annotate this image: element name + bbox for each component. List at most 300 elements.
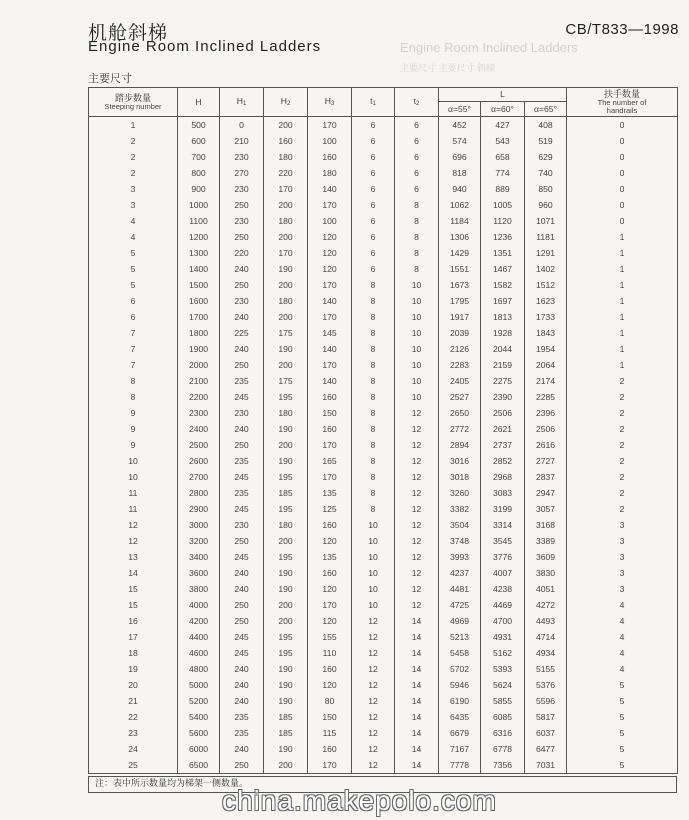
table-cell: 4 [89,213,178,229]
header-steps [89,88,178,117]
table-cell: 2 [567,501,678,517]
header-steps-en: Steeping number [104,101,162,111]
table-cell: 1697 [481,293,525,309]
table-cell: 2159 [481,357,525,373]
header-t2-sub: 2 [416,101,420,107]
table-cell: 8 [352,357,395,373]
table-cell: 3314 [481,517,525,533]
table-cell: 170 [308,597,352,613]
table-cell: 658 [481,149,525,165]
table-cell: 4272 [525,597,567,613]
table-row [89,469,678,485]
table-cell: 12 [395,565,439,581]
table-row [89,629,678,645]
table-cell: 0 [567,133,678,149]
table-cell: 13 [89,549,178,565]
table-cell: 0 [567,197,678,213]
table-cell: 190 [264,453,308,469]
header-H3-sub: 3 [330,101,335,107]
header-L-55: α=55° [439,102,481,117]
table-cell: 0 [567,117,678,134]
table-cell: 4237 [439,565,481,581]
table-cell: 120 [308,245,352,261]
table-cell: 190 [264,677,308,693]
table-cell: 12 [395,533,439,549]
table-cell: 3545 [481,533,525,549]
table-cell: 6190 [439,693,481,709]
table-cell: 1000 [178,197,220,213]
table-cell: 240 [220,421,264,437]
table-cell: 240 [220,261,264,277]
table-cell: 160 [264,133,308,149]
table-cell: 80 [308,693,352,709]
table-cell: 2621 [481,421,525,437]
table-cell: 1551 [439,261,481,277]
table-cell: 2 [567,485,678,501]
table-row [89,341,678,357]
table-cell: 230 [220,213,264,229]
table-cell: 3083 [481,485,525,501]
table-cell: 8 [395,261,439,277]
table-cell: 17 [89,629,178,645]
header-handrails-en2: handrails [606,105,638,115]
table-cell: 1236 [481,229,525,245]
table-cell: 12 [352,629,395,645]
table-row [89,533,678,549]
table-cell: 240 [220,565,264,581]
table-cell: 7167 [439,741,481,757]
table-cell: 14 [395,613,439,629]
table-cell: 5 [567,725,678,741]
table-cell: 3057 [525,501,567,517]
table-cell: 110 [308,645,352,661]
table-cell: 235 [220,709,264,725]
header-H3-label: H [324,96,331,106]
header-t1 [352,88,395,117]
table-cell: 225 [220,325,264,341]
table-cell: 180 [264,517,308,533]
table-cell: 1733 [525,309,567,325]
table-cell: 200 [264,437,308,453]
header-handrails [567,88,678,117]
table-cell: 200 [264,309,308,325]
table-cell: 4 [567,645,678,661]
table-cell: 3199 [481,501,525,517]
table-cell: 15 [89,597,178,613]
table-cell: 4051 [525,581,567,597]
table-cell: 2700 [178,469,220,485]
table-cell: 200 [264,229,308,245]
table-cell: 7031 [525,757,567,774]
table-cell: 11 [89,485,178,501]
table-cell: 170 [308,437,352,453]
table-cell: 9 [89,421,178,437]
table-row [89,149,678,165]
table-cell: 5000 [178,677,220,693]
table-cell: 4800 [178,661,220,677]
table-cell: 5155 [525,661,567,677]
table-cell: 250 [220,277,264,293]
table-row [89,197,678,213]
ghost-line-2: 主要尺寸 主要尺寸 斜梯 [400,63,496,73]
table-cell: 2405 [439,373,481,389]
table-cell: 2 [567,373,678,389]
table-cell: 10 [352,517,395,533]
dimensions-table [88,87,678,774]
table-cell: 12 [352,709,395,725]
table-cell: 6 [395,117,439,134]
table-cell: 135 [308,485,352,501]
table-cell: 20 [89,677,178,693]
table-cell: 10 [89,453,178,469]
table-cell: 1512 [525,277,567,293]
header-handrails-en1: The number of [597,98,647,107]
table-cell: 245 [220,549,264,565]
table-cell: 10 [352,565,395,581]
table-cell: 15 [89,581,178,597]
table-cell: 3382 [439,501,481,517]
table-cell: 25 [89,757,178,774]
table-cell: 195 [264,645,308,661]
table-cell: 240 [220,661,264,677]
table-cell: 170 [308,197,352,213]
table-cell: 2852 [481,453,525,469]
table-cell: 1184 [439,213,481,229]
table-cell: 8 [352,469,395,485]
table-cell: 2737 [481,437,525,453]
table-cell: 3830 [525,565,567,581]
table-cell: 180 [308,165,352,181]
table-cell: 7 [89,341,178,357]
table-cell: 155 [308,629,352,645]
table-cell: 7356 [481,757,525,774]
table-cell: 180 [264,293,308,309]
table-cell: 8 [352,421,395,437]
table-cell: 850 [525,181,567,197]
table-cell: 12 [395,421,439,437]
table-cell: 14 [395,645,439,661]
table-cell: 250 [220,437,264,453]
table-cell: 2968 [481,469,525,485]
table-cell: 3 [567,517,678,533]
table-cell: 800 [178,165,220,181]
header-t2 [395,88,439,117]
table-cell: 6435 [439,709,481,725]
table-cell: 1 [567,229,678,245]
table-cell: 14 [395,741,439,757]
table-cell: 2039 [439,325,481,341]
table-cell: 3504 [439,517,481,533]
table-cell: 6 [352,165,395,181]
table-cell: 10 [395,277,439,293]
header-H [178,88,220,117]
table-row [89,245,678,261]
header-H1-sub: 1 [242,101,247,107]
table-cell: 1 [89,117,178,134]
table-cell: 8 [352,389,395,405]
table-cell: 889 [481,181,525,197]
table-cell: 140 [308,373,352,389]
table-cell: 2200 [178,389,220,405]
table-cell: 160 [308,389,352,405]
table-row [89,229,678,245]
table-cell: 1200 [178,229,220,245]
table-cell: 11 [89,501,178,517]
table-cell: 3168 [525,517,567,533]
table-cell: 12 [395,405,439,421]
table-cell: 2390 [481,389,525,405]
table-cell: 3400 [178,549,220,565]
standard-number: CB/T833—1998 [565,21,679,38]
table-cell: 10 [352,581,395,597]
table-cell: 6 [352,213,395,229]
table-cell: 4600 [178,645,220,661]
table-cell: 2800 [178,485,220,501]
table-cell: 940 [439,181,481,197]
table-cell: 235 [220,373,264,389]
table-cell: 1500 [178,277,220,293]
table-cell: 4 [89,229,178,245]
table-cell: 4493 [525,613,567,629]
table-cell: 185 [264,485,308,501]
table-cell: 200 [264,757,308,774]
table-cell: 3 [567,581,678,597]
table-cell: 230 [220,149,264,165]
table-cell: 250 [220,613,264,629]
table-cell: 5 [567,709,678,725]
table-cell: 1071 [525,213,567,229]
table-cell: 5702 [439,661,481,677]
table-cell: 22 [89,709,178,725]
table-cell: 6 [352,245,395,261]
table-cell: 115 [308,725,352,741]
table-cell: 6 [395,165,439,181]
table-cell: 1900 [178,341,220,357]
table-cell: 2275 [481,373,525,389]
table-cell: 140 [308,341,352,357]
table-cell: 175 [264,373,308,389]
header-H1-label: H [236,96,243,106]
table-cell: 6037 [525,725,567,741]
table-row [89,581,678,597]
table-cell: 2506 [481,405,525,421]
header-H2 [264,88,308,117]
table-cell: 250 [220,533,264,549]
table-cell: 8 [352,309,395,325]
table-cell: 4469 [481,597,525,613]
table-cell: 3 [89,181,178,197]
table-cell: 452 [439,117,481,134]
table-cell: 185 [264,725,308,741]
table-cell: 12 [395,549,439,565]
table-cell: 2727 [525,453,567,469]
table-cell: 10 [352,549,395,565]
table-cell: 519 [525,133,567,149]
table-cell: 120 [308,229,352,245]
table-cell: 120 [308,581,352,597]
table-row [89,309,678,325]
faint-background-text [400,38,689,78]
table-cell: 4007 [481,565,525,581]
table-cell: 6500 [178,757,220,774]
table-cell: 1623 [525,293,567,309]
table-row [89,693,678,709]
table-cell: 195 [264,629,308,645]
table-cell: 5946 [439,677,481,693]
table-cell: 200 [264,117,308,134]
table-cell: 2506 [525,421,567,437]
table-row [89,741,678,757]
table-cell: 543 [481,133,525,149]
table-cell: 170 [308,309,352,325]
table-cell: 6 [89,309,178,325]
table-cell: 160 [308,565,352,581]
table-cell: 774 [481,165,525,181]
table-cell: 8 [352,405,395,421]
table-cell: 12 [395,453,439,469]
table-cell: 3016 [439,453,481,469]
page-title-english: Engine Room Inclined Ladders [88,38,322,55]
table-cell: 230 [220,517,264,533]
table-cell: 120 [308,533,352,549]
ghost-line-1: Engine Room Inclined Ladders [400,40,578,55]
table-cell: 160 [308,421,352,437]
table-cell: 175 [264,325,308,341]
table-cell: 6 [352,149,395,165]
table-row [89,261,678,277]
table-cell: 8 [352,325,395,341]
table-cell: 9 [89,405,178,421]
table-cell: 3000 [178,517,220,533]
table-cell: 6 [352,261,395,277]
table-cell: 2044 [481,341,525,357]
table-cell: 14 [395,629,439,645]
table-cell: 1402 [525,261,567,277]
table-cell: 1 [567,277,678,293]
table-cell: 5624 [481,677,525,693]
table-cell: 12 [352,645,395,661]
table-cell: 170 [308,757,352,774]
table-cell: 5 [567,677,678,693]
table-cell: 170 [308,469,352,485]
table-cell: 3018 [439,469,481,485]
table-cell: 160 [308,661,352,677]
table-cell: 180 [264,213,308,229]
table-cell: 4 [567,661,678,677]
table-cell: 960 [525,197,567,213]
table-cell: 10 [395,389,439,405]
table-cell: 2900 [178,501,220,517]
table-cell: 200 [264,597,308,613]
table-cell: 6085 [481,709,525,725]
table-cell: 1 [567,325,678,341]
table-cell: 220 [264,165,308,181]
table-cell: 4 [567,597,678,613]
table-cell: 1 [567,261,678,277]
table-cell: 2174 [525,373,567,389]
table-cell: 250 [220,597,264,613]
table-cell: 180 [264,405,308,421]
table-row [89,485,678,501]
table-cell: 1843 [525,325,567,341]
table-cell: 4481 [439,581,481,597]
table-cell: 7778 [439,757,481,774]
table-row [89,549,678,565]
table-cell: 1700 [178,309,220,325]
table-cell: 2772 [439,421,481,437]
table-cell: 2396 [525,405,567,421]
table-cell: 2947 [525,485,567,501]
table-row [89,165,678,181]
table-cell: 10 [395,373,439,389]
table-cell: 8 [89,373,178,389]
table-cell: 12 [395,437,439,453]
table-cell: 1 [567,245,678,261]
table-cell: 1291 [525,245,567,261]
table-cell: 5817 [525,709,567,725]
table-cell: 1467 [481,261,525,277]
table-cell: 3800 [178,581,220,597]
table-cell: 220 [220,245,264,261]
table-cell: 5 [89,261,178,277]
table-cell: 1300 [178,245,220,261]
table-cell: 170 [264,245,308,261]
table-cell: 1181 [525,229,567,245]
table-cell: 2126 [439,341,481,357]
table-cell: 10 [89,469,178,485]
header-H-label: H [195,96,202,107]
table-cell: 14 [395,709,439,725]
table-cell: 3748 [439,533,481,549]
table-cell: 1 [567,341,678,357]
table-cell: 574 [439,133,481,149]
table-cell: 4400 [178,629,220,645]
table-cell: 2 [567,421,678,437]
table-row [89,213,678,229]
table-cell: 6477 [525,741,567,757]
table-cell: 1813 [481,309,525,325]
table-cell: 4200 [178,613,220,629]
table-cell: 5458 [439,645,481,661]
table-cell: 1673 [439,277,481,293]
table-cell: 3776 [481,549,525,565]
table-cell: 170 [308,277,352,293]
table-cell: 23 [89,725,178,741]
table-cell: 230 [220,293,264,309]
table-cell: 2 [89,165,178,181]
table-cell: 12 [395,517,439,533]
table-cell: 2300 [178,405,220,421]
page-title-chinese: 机舱斜梯 [88,22,169,44]
table-cell: 245 [220,629,264,645]
table-cell: 120 [308,613,352,629]
table-cell: 12 [89,517,178,533]
table-cell: 14 [89,565,178,581]
table-cell: 4969 [439,613,481,629]
table-cell: 240 [220,581,264,597]
header-H3 [308,88,352,117]
table-cell: 245 [220,501,264,517]
table-cell: 10 [395,293,439,309]
table-cell: 190 [264,581,308,597]
table-cell: 240 [220,741,264,757]
table-cell: 170 [308,117,352,134]
table-row [89,645,678,661]
table-cell: 200 [264,533,308,549]
table-cell: 2837 [525,469,567,485]
table-cell: 230 [220,181,264,197]
table-cell: 1 [567,357,678,373]
